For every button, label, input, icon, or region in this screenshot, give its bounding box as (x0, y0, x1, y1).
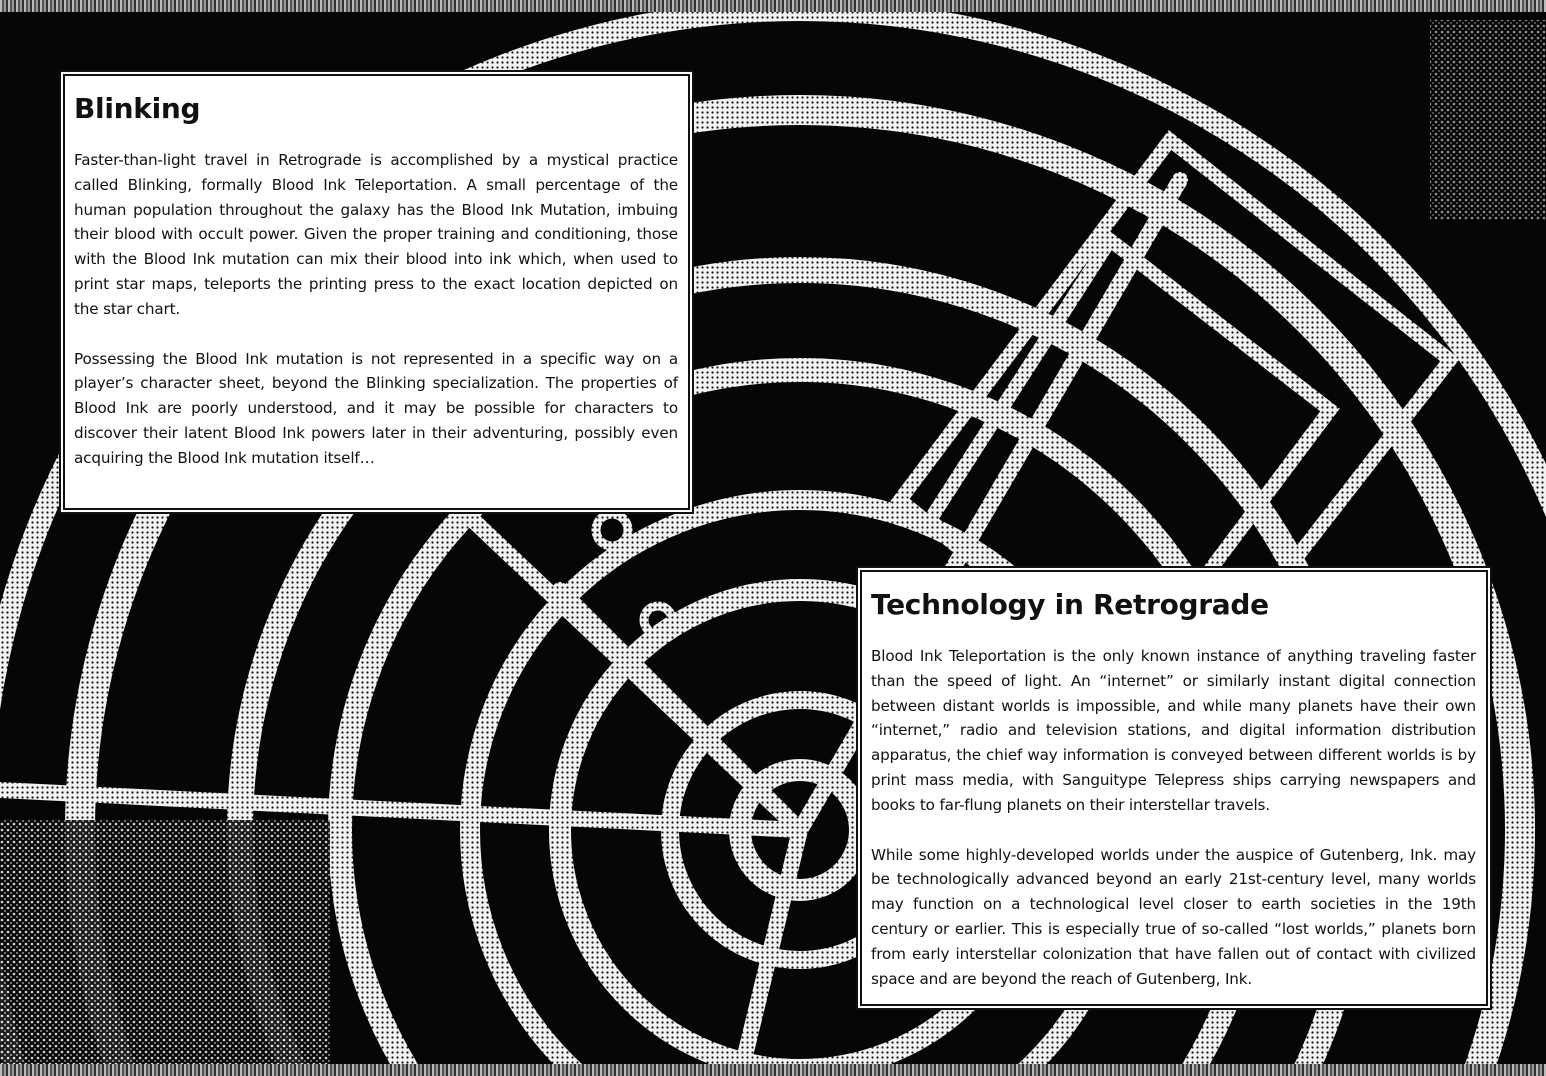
blinking-heading: Blinking (74, 92, 201, 125)
top-border (0, 0, 1546, 12)
technology-panel (860, 570, 1488, 1006)
technology-paragraph-2: While some highly-developed worlds under the auspice of Gutenberg, Ink. may be technologically advanced beyond an early 21st-century level, many worlds may function on a technological level closer to earth societies in the 19th century or earlier. This is especially true of so-called “lost worlds,” planets born from early interstellar colonization that have fallen out of contact with civilized space and are beyond the reach of Gutenberg, Ink. (871, 845, 1476, 988)
bottom-border (0, 1064, 1546, 1076)
technology-paragraph-1: Blood Ink Teleportation is the only known instance of anything traveling faster than the speed of light. An “internet” or similarly instant digital connection between distant worlds is impossible, and while many planets have their own “internet,” radio and television stations, and digital information distribution apparatus, the chief way information is conveyed between different worlds is by print mass media, with Sanguitype Telepress ships carrying newspapers and books to far-flung planets on their interstellar travels. (871, 647, 1476, 814)
technology-heading: Technology in Retrograde (871, 588, 1269, 621)
blinking-paragraph-2: Possessing the Blood Ink mutation is not represented in a specific way on a player’s character sheet, beyond the Blinking specialization. The properties of Blood Ink are poorly understood, and it may be possible for characters to discover their latent Blood Ink powers later in their adventuring, possibly even acquiring the Blood Ink mutation itself… (74, 349, 678, 467)
blinking-paragraph-1: Faster-than-light travel in Retrograde is accomplished by a mystical practice called Blinking, formally Blood Ink Teleportation. A small percentage of the human population throughout the galaxy has the Blood Ink Mutation, imbuing their blood with occult power. Given the proper training and conditioning, those with the Blood Ink mutation can mix their blood into ink which, when used to print star maps, teleports the printing press to the exact location depicted on the star chart. (74, 151, 678, 318)
blinking-panel (63, 74, 690, 510)
